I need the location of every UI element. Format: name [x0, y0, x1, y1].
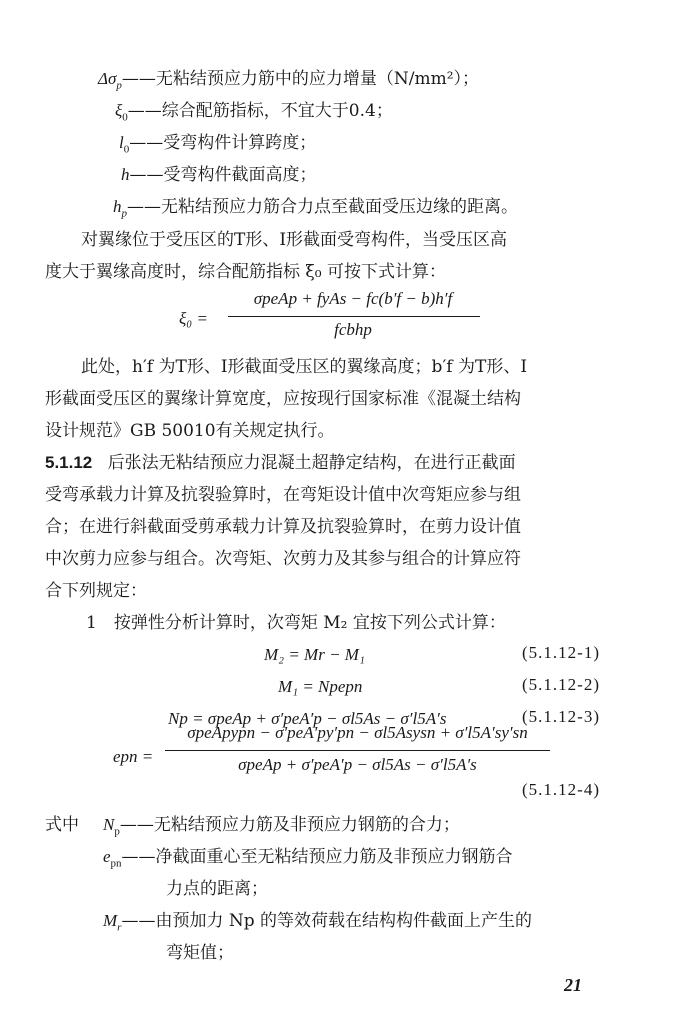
fraction-bar [228, 316, 480, 317]
definition-hp: $h_p——$无粘结预应力筋合力点至截面受压边缘的距离。 [113, 197, 518, 220]
page-number: 21 [564, 975, 582, 995]
formula-epn-denominator: σpeAp + σ′peA′p − σl5As − σ′l5A′s [238, 755, 477, 774]
equation-5-1-12-1: M₂ = Mr − M₁ [264, 645, 365, 664]
equation-number: (5.1.12-2) [522, 675, 600, 694]
paragraph-line: 形截面受压区的翼缘计算宽度，应按现行国家标准《混凝土结构 [45, 389, 521, 409]
formula-epn-numerator: σpeApypn − σ′peA′py′pn − σl5Asysn + σ′l5A′sy′sn [187, 723, 528, 742]
paragraph-line: 设计规范》GB 50010有关规定执行。 [45, 421, 335, 441]
equation-number: (5.1.12-3) [522, 707, 600, 726]
definition-epn: $e_{pn}——$净截面重心至无粘结预应力筋及非预应力钢筋合 [103, 847, 513, 870]
definition-mr-continued: 弯矩值； [166, 943, 234, 963]
fraction-bar [165, 750, 550, 751]
paragraph-line: 对翼缘位于受压区的T形、I形截面受弯构件，当受压区高 [81, 230, 508, 250]
formula-epn-lhs: epn = [113, 747, 154, 766]
formula-xi0-numerator: σpeAp + fyAs − fc(b′f − b)h′f [253, 289, 453, 308]
where-label: 式中 [45, 815, 79, 835]
paragraph-line: 此处，h′f 为T形、I形截面受压区的翼缘高度；b′f 为T形、I [81, 357, 528, 377]
formula-xi0-denominator: fcbhp [334, 320, 372, 339]
clause-5-1-12-first-line: 5.1.12 后张法无粘结预应力混凝土超静定结构，在进行正截面 [45, 453, 516, 473]
definition-l0: $l_0——$受弯构件计算跨度； [119, 133, 317, 156]
definition-h: h——受弯构件截面高度； [121, 165, 317, 185]
clause-line: 受弯承载力计算及抗裂验算时，在弯矩设计值中次弯矩应参与组 [45, 485, 521, 505]
equation-5-1-12-2: M₁ = Npepn [278, 677, 363, 696]
list-item-1: 1 按弹性分析计算时，次弯矩 M₂ 宜按下列公式计算： [86, 613, 506, 633]
definition-xi0: $\xi_0——$综合配筋指标，不宜大于0.4； [115, 101, 393, 124]
definition-epn-continued: 力点的距离； [166, 879, 268, 899]
formula-xi0-lhs: ξ₀ = [179, 309, 208, 328]
equation-number: (5.1.12-1) [522, 643, 600, 662]
equation-number: (5.1.12-4) [522, 780, 600, 799]
definition-np: $N_p——$无粘结预应力筋及非预应力钢筋的合力； [103, 815, 460, 838]
clause-line: 合；在进行斜截面受剪承载力计算及抗裂验算时，在剪力设计值 [45, 517, 521, 537]
clause-line: 中次剪力应参与组合。次弯矩、次剪力及其参与组合的计算应符 [45, 549, 521, 569]
equation-5-1-12-3: Np = σpeAp + σ′peA′p − σl5As − σ′l5A′s [168, 709, 447, 728]
definition-delta-sigma-p: $\Delta\sigma_p——$无粘结预应力筋中的应力增量（N/mm²）； [98, 69, 480, 92]
paragraph-line: 度大于翼缘高度时，综合配筋指标 ξ₀ 可按下式计算： [45, 262, 446, 282]
clause-number: 5.1.12 [45, 453, 93, 472]
clause-line: 合下列规定： [45, 581, 147, 601]
definition-mr: $M_r——$由预加力 Np 的等效荷载在结构构件截面上产生的 [103, 911, 533, 934]
